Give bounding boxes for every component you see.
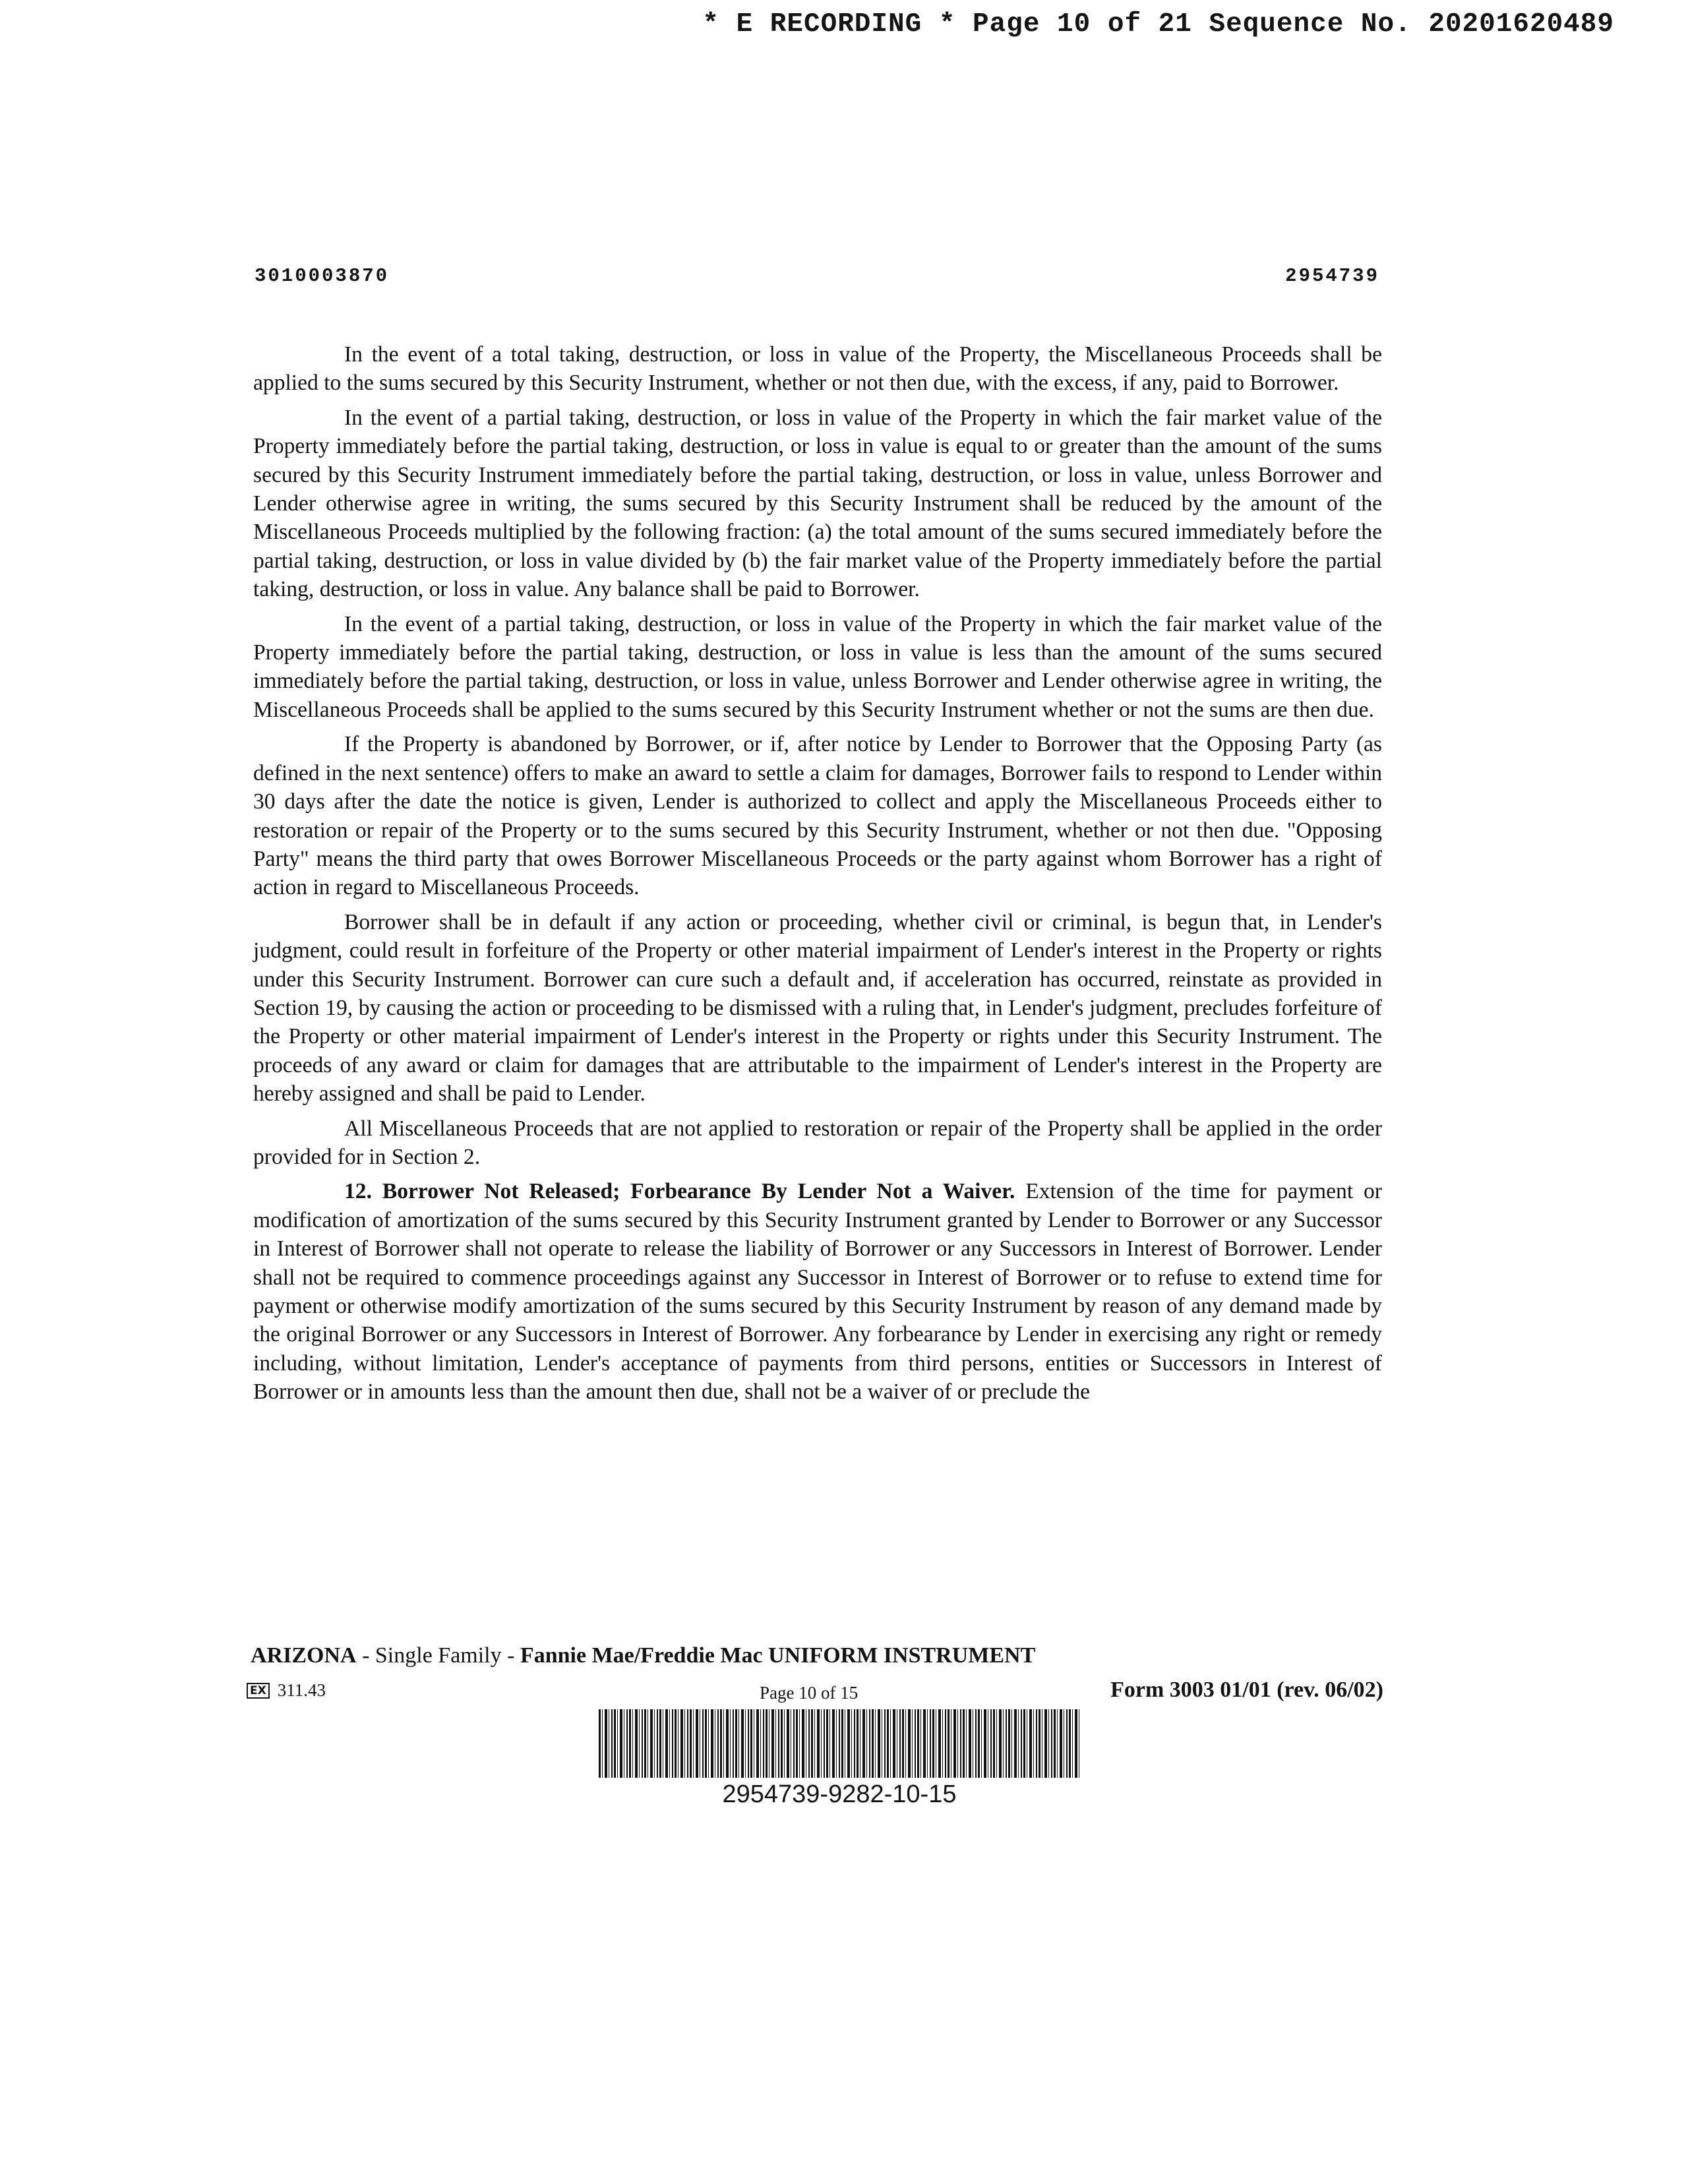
document-body xyxy=(253,340,1382,1412)
paragraph: If the Property is abandoned by Borrower, or if, after notice by Lender to Borrower that the Opposing Party (as defined in the next sentence) offers to make an award to settle a claim for damages, Borrower fails to respond to Lender within 30 days after the date the notice is given, Lender is authorized to collect and apply the Miscellaneous Proceeds either to restoration or repair of the Property or to the sums secured by this Security Instrument, whether or not then due. "Opposing Party" means the third party that owes Borrower Miscellaneous Proceeds or the party against whom Borrower has a right of action in regard to Miscellaneous Proceeds. xyxy=(253,732,1382,900)
barcode-image xyxy=(599,1709,1080,1778)
document-reference-number: 2954739 xyxy=(1285,265,1379,287)
recording-header: * E RECORDING * Page 10 of 21 Sequence No. 20201620489 xyxy=(702,9,1614,40)
footer-page-number: Page 10 of 15 xyxy=(760,1683,859,1703)
footer-separator: - Single Family - xyxy=(356,1643,520,1668)
section-12-heading: 12. Borrower Not Released; Forbearance By Lender Not a Waiver. xyxy=(344,1179,1015,1204)
ex-logo-icon: EX xyxy=(247,1683,270,1699)
paragraph: In the event of a total taking, destruction, or loss in value of the Property, the Miscellaneous Proceeds shall be applied to the sums secured by this Security Instrument, whether or not then due, with the excess, if any, paid to Borrower. xyxy=(253,342,1382,396)
paragraph: All Miscellaneous Proceeds that are not applied to restoration or repair of the Property shall be applied in the order provided for in Section 2. xyxy=(253,1116,1382,1169)
footer-code-number: 311.43 xyxy=(277,1680,326,1700)
paragraph: In the event of a partial taking, destruction, or loss in value of the Property in which the fair market value of the Property immediately before the partial taking, destruction, or loss in value is equal to or greater than the amount of the sums secured by this Security Instrument immediately before the partial taking, destruction, or loss in value, unless Borrower and Lender otherwise agree in writing, the sums secured by this Security Instrument shall be reduced by the amount of the Miscellaneous Proceeds multiplied by the following fraction: (a) the total amount of the sums secured immediately before the partial taking, destruction, or loss in value divided by (b) the fair market value of the Property immediately before the partial taking, destruction, or loss in value. Any balance shall be paid to Borrower. xyxy=(253,405,1382,602)
paragraph: In the event of a partial taking, destruction, or loss in value of the Property in which the fair market value of the Property immediately before the partial taking, destruction, or loss in value is less than the amount of the sums secured immediately before the partial taking, destruction, or loss in value, unless Borrower and Lender otherwise agree in writing, the Miscellaneous Proceeds shall be applied to the sums secured by this Security Instrument whether or not the sums are then due. xyxy=(253,611,1382,722)
paragraph: Borrower shall be in default if any action or proceeding, whether civil or criminal, is begun that, in Lender's judgment, could result in forfeiture of the Property or other material impairment of Lender's interest in the Property or rights under this Security Instrument. Borrower can cure such a default and, if acceleration has occurred, reinstate as provided in Section 19, by causing the action or proceeding to be dismissed with a ruling that, in Lender's judgment, precludes forfeiture of the Property or other material impairment of Lender's interest in the Property or rights under this Security Instrument. The proceeds of any award or claim for damages that are attributable to the impairment of Lender's interest in the Property are hereby assigned and shall be paid to Lender. xyxy=(253,909,1382,1107)
footer-form-code xyxy=(247,1680,326,1701)
barcode-text: 2954739-9282-10-15 xyxy=(722,1780,957,1808)
footer-form-number: Form 3003 01/01 (rev. 06/02) xyxy=(1110,1678,1383,1702)
footer-instrument: Fannie Mae/Freddie Mac UNIFORM INSTRUMENT xyxy=(520,1643,1036,1668)
section-12-paragraph xyxy=(253,1177,1382,1406)
footer-state: ARIZONA xyxy=(251,1643,357,1668)
section-12-text: Extension of the time for payment or modification of amortization of the sums secured by this Security Instrument granted by Lender to Borrower or any Successor in Interest of Borrower shall not operate to release the liability of Borrower or any Successors in Interest of Borrower. Lender shall not be required to commence proceedings against any Successor in Interest of Borrower or to refuse to extend time for payment or otherwise modify amortization of the sums secured by this Security Instrument by reason of any demand made by the original Borrower or any Successors in Interest of Borrower. Any forbearance by Lender in exercising any right or remedy including, without limitation, Lender's acceptance of payments from third persons, entities or Successors in Interest of Borrower or in amounts less than the amount then due, shall not be a waiver of or preclude the xyxy=(253,1179,1382,1405)
footer-instrument-line xyxy=(251,1643,1035,1668)
loan-reference-number: 3010003870 xyxy=(255,265,390,287)
